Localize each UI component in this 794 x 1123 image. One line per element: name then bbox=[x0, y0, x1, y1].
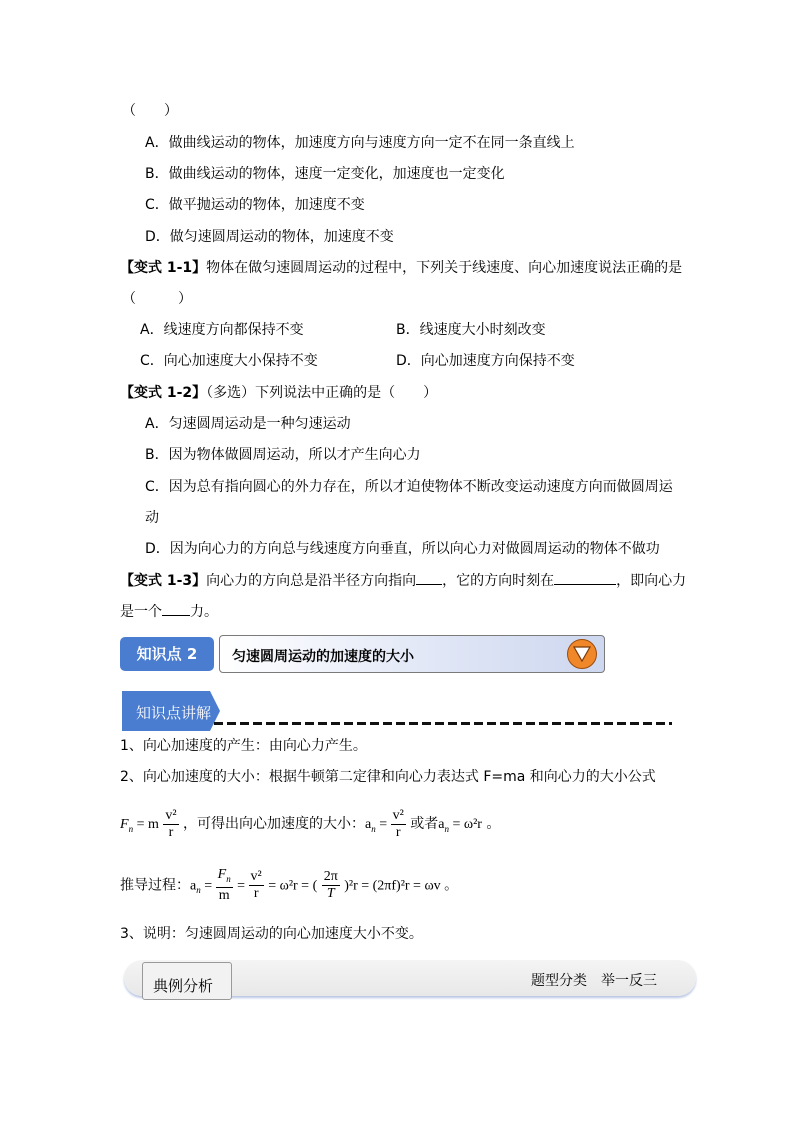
formula-eq: = bbox=[200, 878, 216, 894]
formula-eq: = m bbox=[133, 817, 159, 832]
formula-symbol: F bbox=[217, 867, 227, 882]
fraction-den: T bbox=[326, 885, 335, 901]
variant-text-5: 力。 bbox=[190, 604, 218, 620]
option-c-cont: 动 bbox=[145, 510, 159, 526]
option-a: A．匀速圆周运动是一种匀速运动 bbox=[145, 416, 351, 432]
variant-tag: 【变式 1-2】 bbox=[120, 385, 207, 401]
formula-eq: = ω²r bbox=[448, 817, 482, 832]
formula-text: 或者 bbox=[410, 816, 439, 832]
fraction-num: v² bbox=[392, 807, 404, 823]
formula-subscript: n bbox=[371, 823, 376, 834]
fraction bbox=[322, 869, 340, 902]
option-b: B．线速度大小时刻改变 bbox=[396, 322, 546, 338]
knowledge-point-label: 知识点 2 bbox=[120, 637, 214, 671]
variant-tag: 【变式 1-3】 bbox=[120, 573, 207, 589]
option-c: C．做平抛运动的物体，加速度不变 bbox=[145, 197, 365, 213]
formula-symbol: a bbox=[364, 817, 372, 832]
knowledge-point-title: 匀速圆周运动的加速度的大小 bbox=[232, 649, 414, 665]
formula-subscript: n bbox=[196, 885, 201, 896]
fraction-num bbox=[216, 867, 233, 888]
question-paren: （ ） bbox=[122, 103, 178, 119]
option-b: B．做曲线运动的物体，速度一定变化，加速度也一定变化 bbox=[145, 166, 505, 182]
variant-stem: （多选）下列说法中正确的是（ ） bbox=[206, 385, 438, 401]
chevron-down-icon bbox=[567, 639, 597, 669]
fraction bbox=[163, 808, 178, 841]
formula-symbol: a bbox=[190, 878, 197, 894]
fraction-den: r bbox=[395, 824, 401, 840]
variant-text-4: 是一个 bbox=[120, 604, 162, 620]
variant-text-3: ，即向心力 bbox=[616, 573, 687, 589]
fraction-num: v² bbox=[165, 807, 177, 823]
option-d: D．因为向心力的方向总与线速度方向垂直，所以向心力对做圆周运动的物体不做功 bbox=[145, 541, 660, 557]
fraction bbox=[216, 867, 233, 904]
derivation-label: 推导过程： bbox=[120, 877, 190, 894]
option-d: D．做匀速圆周运动的物体，加速度不变 bbox=[145, 229, 394, 245]
fraction-num: v² bbox=[250, 868, 262, 884]
variant-text-1: 向心力的方向总是沿半径方向指向 bbox=[206, 573, 417, 589]
formula-symbol: a bbox=[438, 817, 445, 832]
dashed-divider bbox=[214, 722, 672, 725]
fraction-num: 2π bbox=[323, 868, 338, 884]
answer-blank[interactable] bbox=[416, 570, 442, 585]
section-tag-label: 知识点讲解 bbox=[136, 704, 212, 722]
variant-1-1 bbox=[120, 258, 682, 278]
option-c: C．因为总有指向圆心的外力存在，所以才迫使物体不断改变运动速度方向而做圆周运 bbox=[145, 479, 673, 495]
example-analysis-label: 典例分析 bbox=[153, 977, 214, 995]
formula-subscript: n bbox=[226, 873, 231, 884]
variant-stem: 物体在做匀速圆周运动的过程中，下列关于线速度、向心加速度说法正确的是 bbox=[206, 260, 683, 276]
formula-eq: = bbox=[375, 817, 391, 832]
fraction bbox=[391, 808, 406, 841]
variant-tag: 【变式 1-1】 bbox=[120, 260, 207, 276]
variant-1-3-line2 bbox=[120, 601, 218, 622]
formula-symbol: F bbox=[120, 817, 129, 832]
point-2: 2、向心加速度的大小：根据牛顿第二定律和向心力表达式 F=ma 和向心力的大小公式 bbox=[120, 769, 656, 785]
formula-subscript: n bbox=[128, 823, 134, 834]
derivation-line bbox=[120, 867, 458, 908]
fraction-den: r bbox=[168, 824, 174, 840]
formula-eq: = ω²r = ( bbox=[268, 878, 318, 894]
formula-text: 。 bbox=[481, 816, 501, 832]
fraction bbox=[249, 869, 264, 902]
answer-blank[interactable] bbox=[162, 601, 190, 616]
option-d: D．向心加速度方向保持不变 bbox=[396, 353, 575, 369]
point-1: 1、向心加速度的产生：由向心力产生。 bbox=[120, 738, 367, 754]
formula-subscript: n bbox=[444, 823, 449, 834]
point-3: 3、说明：匀速圆周运动的向心加速度大小不变。 bbox=[120, 926, 423, 942]
option-a: A．做曲线运动的物体，加速度方向与速度方向一定不在同一条直线上 bbox=[145, 135, 575, 151]
fraction-den: r bbox=[253, 885, 259, 901]
formula-line-1 bbox=[120, 806, 500, 847]
option-a: A．线速度方向都保持不变 bbox=[140, 322, 304, 338]
variant-paren: （ ） bbox=[122, 291, 192, 307]
option-c: C．向心加速度大小保持不变 bbox=[140, 353, 318, 369]
fraction-den: m bbox=[218, 887, 230, 903]
answer-blank[interactable] bbox=[554, 570, 616, 585]
variant-1-2 bbox=[120, 383, 437, 403]
variant-text-2: ，它的方向时刻在 bbox=[442, 573, 555, 589]
formula-eq: = bbox=[237, 878, 249, 894]
variant-1-3 bbox=[120, 570, 686, 591]
example-analysis-subtitle: 题型分类 举一反三 bbox=[531, 973, 657, 989]
formula-text: ，可得出向心加速度的大小： bbox=[182, 816, 365, 832]
formula-eq: )²r = (2πf)²r = ωv 。 bbox=[344, 878, 459, 894]
option-b: B．因为物体做圆周运动，所以才产生向心力 bbox=[145, 447, 421, 463]
